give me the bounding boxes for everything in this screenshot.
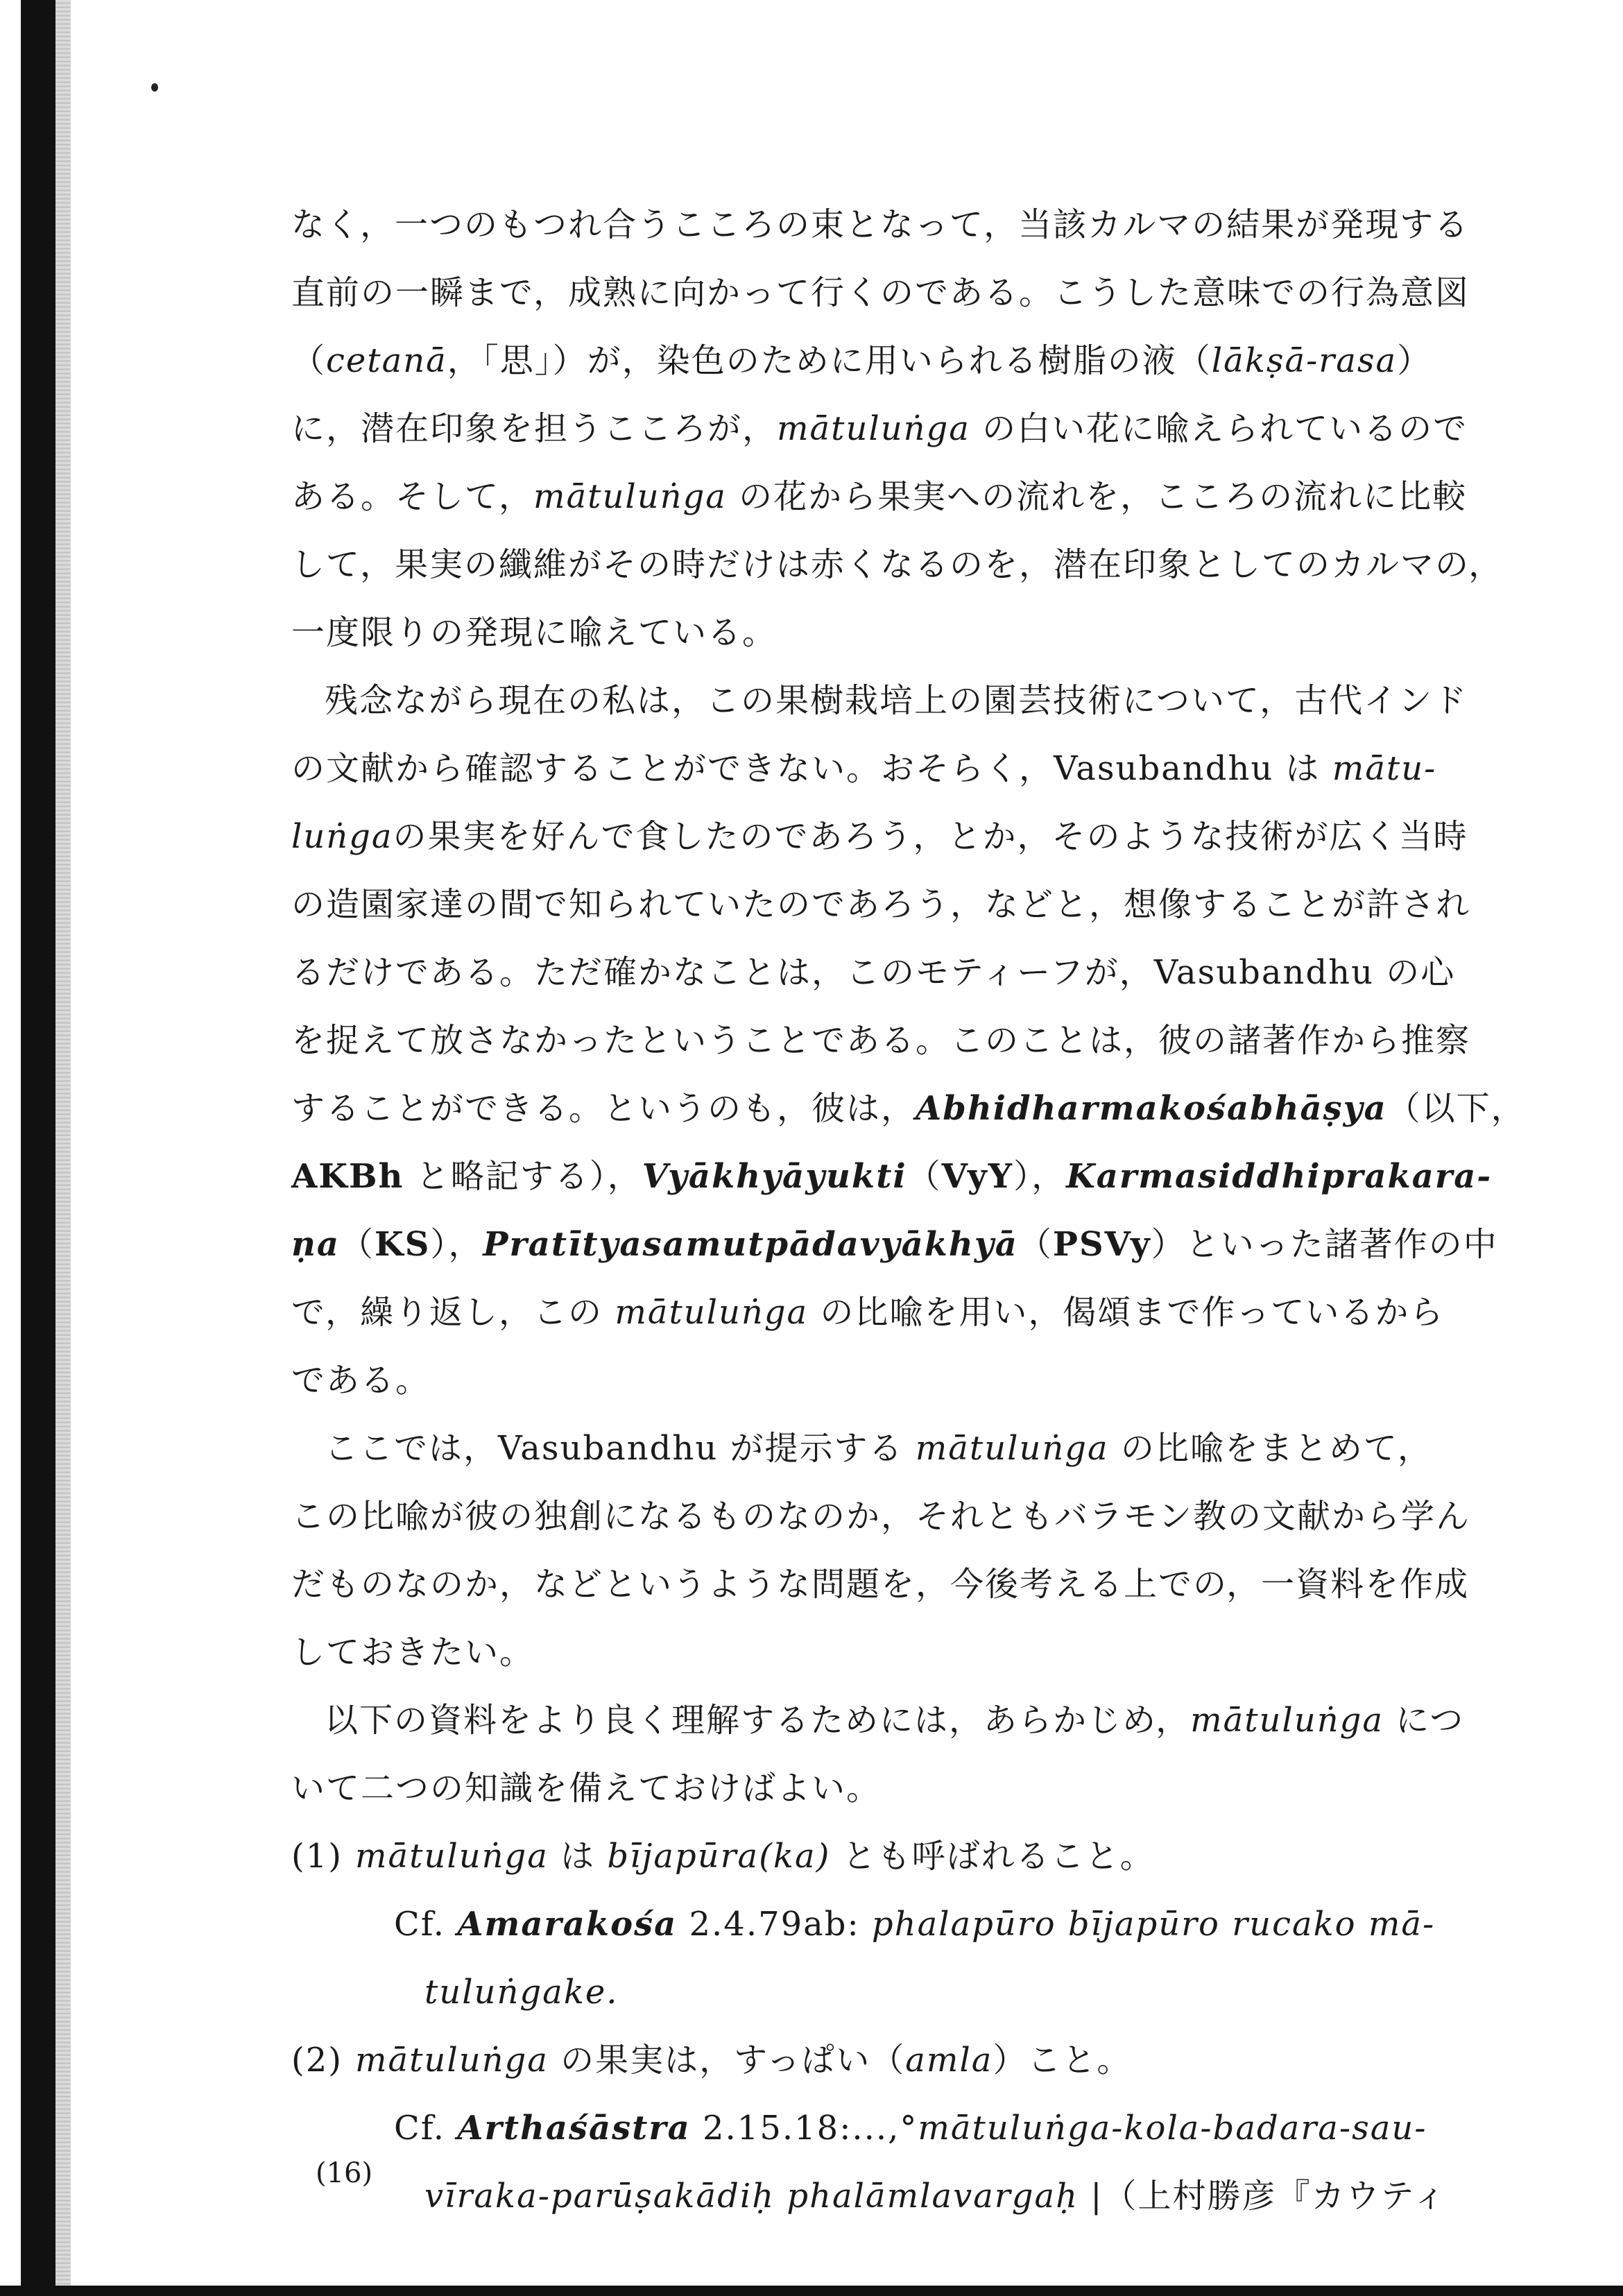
- text-line: して，果実の纖維がその時だけは赤くなるのを，潜在印象としてのカルマの，: [291, 545, 1504, 584]
- text-line: 一度限りの発現に喩えている。: [291, 613, 778, 652]
- text-line: ṇa（KS），Pratītyasamutpādavyākhyā（PSVy）といった諸著作の中: [291, 1225, 1498, 1264]
- text-line: （cetanā，「思」）が，染色のために用いられる樹脂の液（lākṣā-rasa）: [291, 341, 1432, 380]
- binding-shadow: [21, 0, 55, 2296]
- list-item: (1) mātuluṅga は bījapūra(ka) とも呼ばれること。: [291, 1837, 1155, 1876]
- page-number: (16): [316, 2157, 373, 2189]
- text-line: なく，一つのもつれ合うこころの束となって，当該カルマの結果が発現する: [291, 205, 1470, 244]
- text-line: 直前の一瞬まで，成熟に向かって行くのである。こうした意味での行為意図: [291, 273, 1470, 312]
- text-line: の文献から確認することができない。おそらく，Vasubandhu は mātu-: [291, 749, 1437, 788]
- text-line: いて二つの知識を備えておけばよい。: [291, 1769, 882, 1808]
- text-line: である。: [291, 1361, 431, 1400]
- paragraph-start: 残念ながら現在の私は，この果樹栽培上の園芸技術について，古代インド: [325, 681, 1468, 720]
- paragraph-start: 以下の資料をより良く理解するためには，あらかじめ，mātuluṅga につ: [325, 1701, 1465, 1740]
- binding-texture: [55, 0, 71, 2296]
- text-line: ある。そして，mātuluṅga の花から果実への流れを，こころの流れに比較: [291, 477, 1468, 516]
- list-item: (2) mātuluṅga の果実は，すっぱい（amla）こと。: [291, 2041, 1132, 2080]
- text-line: を捉えて放さなかったということである。このことは，彼の諸著作から推察: [291, 1021, 1471, 1060]
- text-line: この比喩が彼の独創になるものなのか，それともバラモン教の文献から学ん: [291, 1497, 1471, 1536]
- text-line: だものなのか，などというような問題を，今後考える上での，一資料を作成: [291, 1565, 1470, 1604]
- text-line: しておきたい。: [291, 1633, 535, 1672]
- citation-line: tuluṅgake.: [424, 1973, 619, 2012]
- text-line: の造園家達の間で知られていたのであろう，などと，想像することが許され: [291, 885, 1471, 924]
- text-line: AKBh と略記する），Vyākhyāyukti（VyY），Karmasiddhiprakara-: [291, 1157, 1493, 1196]
- paragraph-start: ここでは，Vasubandhu が提示する mātuluṅga の比喩をまとめて，: [325, 1429, 1432, 1468]
- citation-line: Cf. Arthaśāstra 2.15.18:...,°mātuluṅga-kola-badara-sau-: [394, 2109, 1427, 2148]
- bottom-edge: [0, 2286, 1623, 2296]
- text-line: に，潜在印象を担うこころが，mātuluṅga の白い花に喩えられているので: [291, 409, 1468, 448]
- text-line: することができる。というのも，彼は，Abhidharmakośabhāṣya（以下，: [291, 1089, 1526, 1128]
- body-text: [291, 191, 1526, 2230]
- citation-line: Cf. Amarakośa 2.4.79ab: phalapūro bījapūro rucako mā-: [394, 1905, 1436, 1944]
- text-line: luṅgaの果実を好んで食したのであろう，とか，そのような技術が広く当時: [291, 817, 1468, 856]
- scan-speck: [151, 83, 158, 92]
- text-line: るだけである。ただ確かなことは，このモティーフが，Vasubandhu の心: [291, 953, 1456, 992]
- text-line: で，繰り返し，この mātuluṅga の比喩を用い，偈頌まで作っているから: [291, 1293, 1445, 1332]
- citation-line: vīraka-parūṣakādiḥ phalāmlavargaḥ |（上村勝彦『カウティ: [424, 2177, 1448, 2216]
